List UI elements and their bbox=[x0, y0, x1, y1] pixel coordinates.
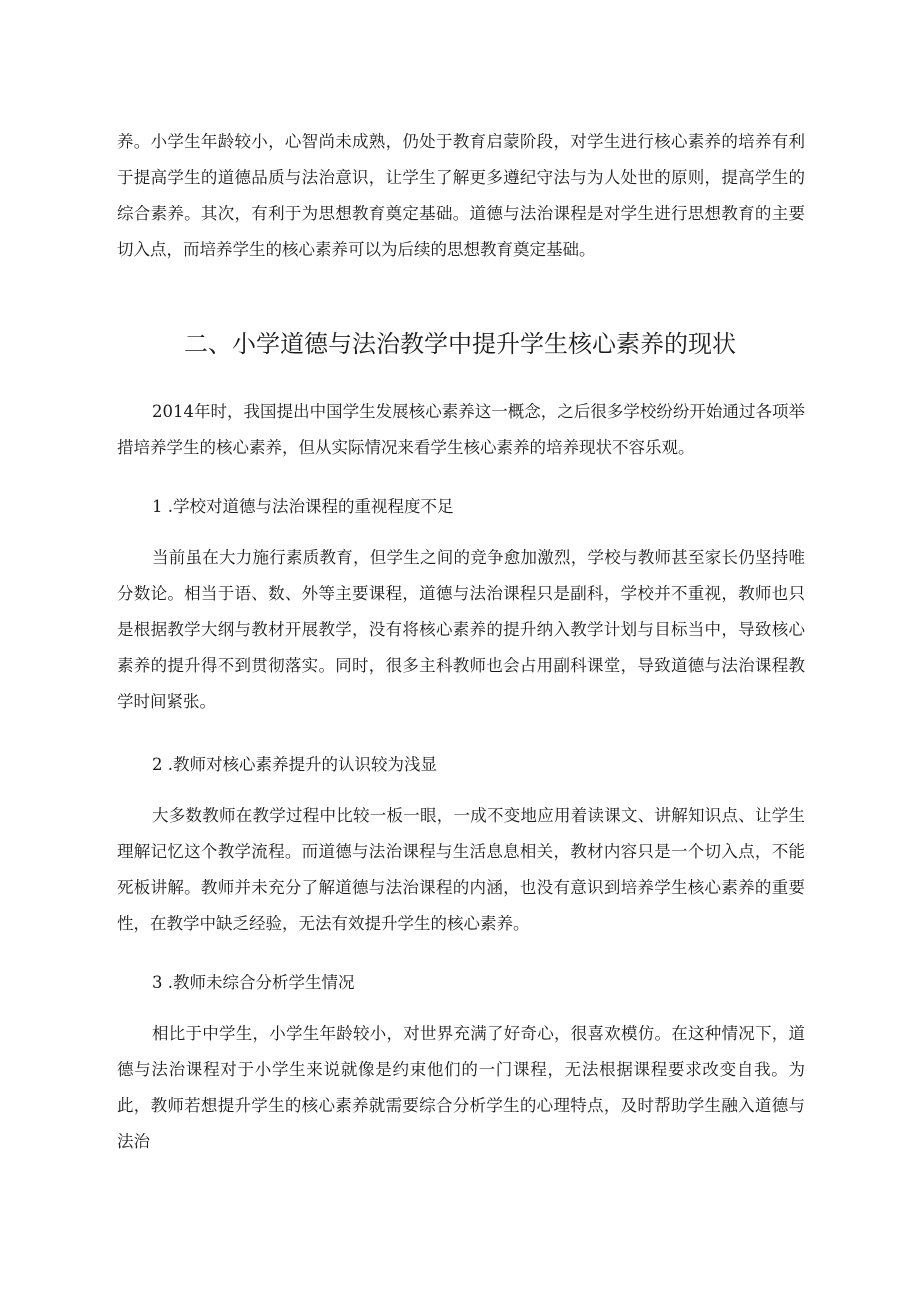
intro-paragraph: 养。小学生年龄较小，心智尚未成熟，仍处于教育启蒙阶段，对学生进行核心素养的培养有利于提高学生的道德品质与法治意识，让学生了解更多遵纪守法与为人处世的原则，提高学生的综合素养。其次，有利于为思想教育奠定基础。道德与法治课程是对学生进行思想教育的主要切入点，而培养学生的核心素养可以为后续的思想教育奠定基础。 bbox=[117, 132, 805, 259]
body-paragraph-1: 当前虽在大力施行素质教育，但学生之间的竞争愈加激烈，学校与教师甚至家长仍坚持唯分数论。相当于语、数、外等主要课程，道德与法治课程只是副科，学校并不重视，教师也只是根据教学大纲与教材开展教学，没有将核心素养的提升纳入教学计划与目标当中，导致核心素养的提升得不到贯彻落实。同时，很多主科教师也会占用副科课堂，导致道德与法治课程教学时间紧张。 bbox=[117, 548, 805, 711]
subheading-2: 2 .教师对核心素养提升的认识较为浅显 bbox=[152, 755, 437, 774]
subheading-1: 1 .学校对道德与法治课程的重视程度不足 bbox=[152, 497, 454, 516]
subheading-3: 3 .教师未综合分析学生情况 bbox=[152, 973, 355, 992]
body-paragraph-2: 大多数教师在教学过程中比较一板一眼，一成不变地应用着读课文、讲解知识点、让学生理解记忆这个教学流程。而道德与法治课程与生活息息相关，教材内容只是一个切入点，不能死板讲解。教师并未充分了解道德与法治课程的内涵，也没有意识到培养学生核心素养的重要性，在教学中缺乏经验，无法有效提升学生的核心素养。 bbox=[117, 806, 805, 933]
section-intro-paragraph: 2014年时，我国提出中国学生发展核心素养这一概念，之后很多学校纷纷开始通过各项举措培养学生的核心素养，但从实际情况来看学生核心素养的培养现状不容乐观。 bbox=[117, 402, 805, 457]
section-title: 二、小学道德与法治教学中提升学生核心素养的现状 bbox=[184, 330, 736, 358]
body-paragraph-3: 相比于中学生，小学生年龄较小，对世界充满了好奇心，很喜欢模仿。在这种情况下，道德与法治课程对于小学生来说就像是约束他们的一门课程，无法根据课程要求改变自我。为此，教师若想提升学生的核心素养就需要综合分析学生的心理特点，及时帮助学生融入道德与法治 bbox=[117, 1024, 805, 1151]
